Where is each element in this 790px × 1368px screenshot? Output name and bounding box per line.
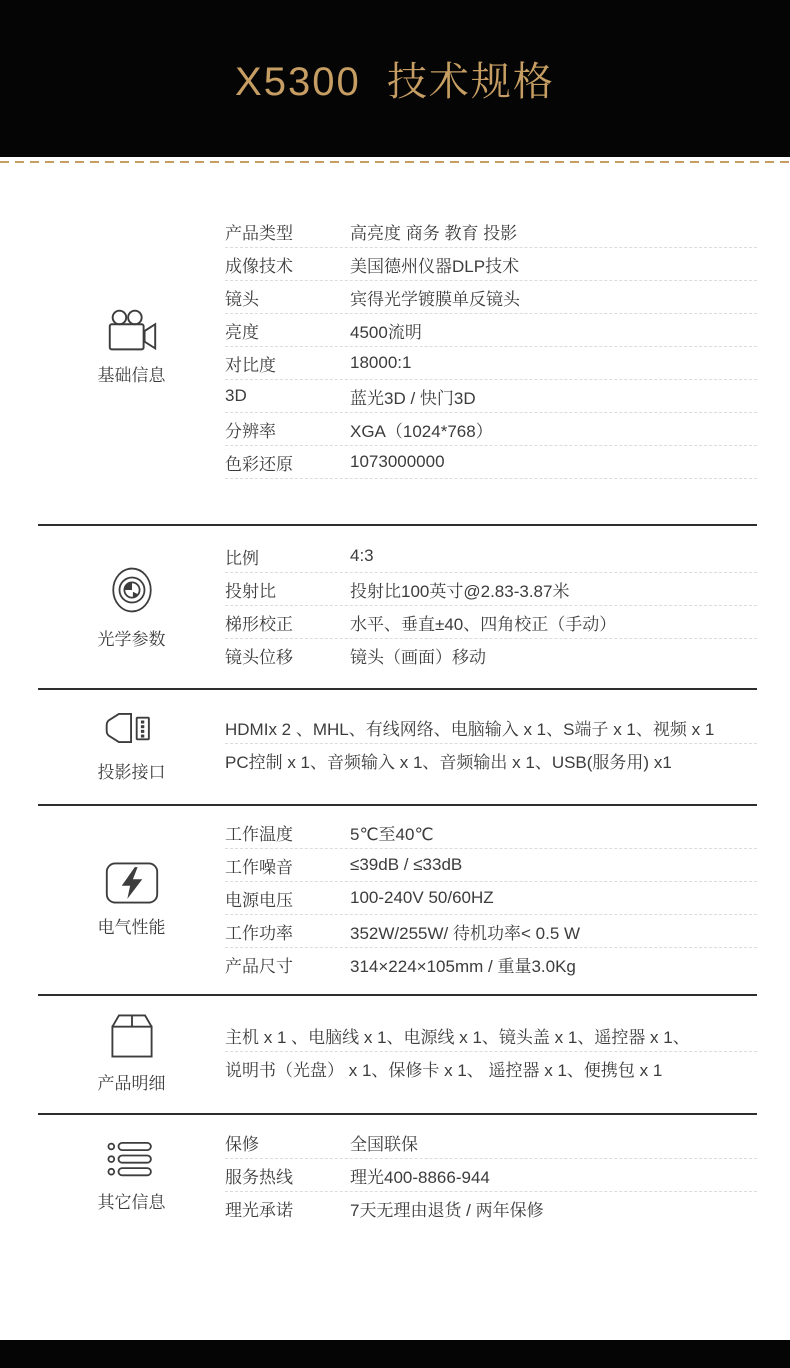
spec-key: 分辨率 xyxy=(225,421,276,441)
spec-key: 镜头位移 xyxy=(225,648,293,667)
spec-row xyxy=(225,347,757,380)
section-basic-info xyxy=(38,163,757,524)
spec-key: 产品尺寸 xyxy=(225,957,293,976)
spec-key: 亮度 xyxy=(225,322,259,342)
spec-value: 7天无理由退货 / 两年保修 xyxy=(350,1201,544,1220)
spec-table xyxy=(225,540,757,672)
spec-value: 4:3 xyxy=(350,546,374,565)
spec-key: 保修 xyxy=(225,1134,259,1154)
spec-row xyxy=(225,413,757,446)
spec-key: 工作温度 xyxy=(225,824,293,844)
spec-row xyxy=(225,915,757,948)
spec-row xyxy=(225,639,757,672)
spec-value: 全国联保 xyxy=(350,1134,418,1154)
spec-row xyxy=(225,606,757,639)
section-icon-column xyxy=(38,860,225,938)
spec-table xyxy=(225,215,757,479)
section-label: 投影接口 xyxy=(97,763,166,782)
spec-value: ≤39dB / ≤33dB xyxy=(350,855,463,874)
spec-key: 梯形校正 xyxy=(225,614,293,634)
spec-value: 4500流明 xyxy=(350,322,422,342)
lightning-icon xyxy=(104,860,160,906)
spec-key: 产品类型 xyxy=(225,223,293,243)
spec-row xyxy=(225,1019,757,1052)
list-icon xyxy=(105,1139,159,1181)
spec-row xyxy=(225,1126,757,1159)
spec-value: PC控制 x 1、音频输入 x 1、音频输出 x 1、USB(服务用) x1 xyxy=(225,753,672,772)
spec-row xyxy=(225,1192,757,1225)
lens-icon xyxy=(107,562,157,618)
spec-value: 5℃至40℃ xyxy=(350,824,434,844)
spec-key: 3D xyxy=(225,386,247,405)
spec-key: 服务热线 xyxy=(225,1167,293,1187)
spec-row xyxy=(225,882,757,915)
section-icon-column xyxy=(38,1139,225,1213)
package-box-icon xyxy=(104,1010,160,1062)
section-label: 产品明细 xyxy=(97,1074,166,1093)
spec-row xyxy=(225,573,757,606)
page-title: X5300 技术规格 xyxy=(235,60,555,104)
spec-table xyxy=(225,711,757,777)
spec-row xyxy=(225,1052,757,1085)
spec-value: 理光400-8866-944 xyxy=(350,1167,490,1187)
spec-key: 电源电压 xyxy=(225,890,293,910)
spec-value: 18000:1 xyxy=(350,353,412,372)
section-label: 基础信息 xyxy=(97,366,166,385)
spec-row xyxy=(225,744,757,777)
projector-camera-icon xyxy=(103,308,161,354)
spec-key: 成像技术 xyxy=(225,256,293,276)
section-other-info xyxy=(38,1113,757,1226)
spec-row xyxy=(225,540,757,573)
spec-row xyxy=(225,281,757,314)
spec-key: 比例 xyxy=(225,548,259,568)
spec-value: 高亮度 商务 教育 投影 xyxy=(350,223,518,243)
section-icon-column xyxy=(38,1010,225,1094)
spec-value: 宾得光学镀膜单反镜头 xyxy=(350,289,520,309)
section-icon-column xyxy=(38,562,225,650)
section-electrical xyxy=(38,804,757,994)
spec-key: 理光承诺 xyxy=(225,1201,293,1220)
spec-key: 投射比 xyxy=(225,581,276,601)
spec-value: 314×224×105mm / 重量3.0Kg xyxy=(350,957,576,976)
spec-key: 工作噪音 xyxy=(225,857,293,877)
spec-value: 水平、垂直±40、四角校正（手动） xyxy=(350,614,617,634)
spec-row xyxy=(225,816,757,849)
spec-key: 镜头 xyxy=(225,289,259,309)
spec-row xyxy=(225,849,757,882)
spec-value: 镜头（画面）移动 xyxy=(350,648,486,667)
spec-value: HDMIx 2 、MHL、有线网络、电脑输入 x 1、S端子 x 1、视频 x 1 xyxy=(225,719,715,739)
section-optical xyxy=(38,524,757,688)
spec-table xyxy=(225,816,757,981)
spec-key: 工作功率 xyxy=(225,923,293,943)
spec-key: 对比度 xyxy=(225,355,276,375)
spec-row xyxy=(225,948,757,981)
spec-row xyxy=(225,711,757,744)
page-header xyxy=(0,0,790,157)
section-icon-column xyxy=(38,705,225,783)
spec-row xyxy=(225,1159,757,1192)
spec-value: 主机 x 1 、电脑线 x 1、电源线 x 1、镜头盖 x 1、遥控器 x 1、 xyxy=(225,1027,690,1047)
spec-value: 352W/255W/ 待机功率< 0.5 W xyxy=(350,923,581,943)
spec-value: 说明书（光盘） x 1、保修卡 x 1、 遥控器 x 1、便携包 x 1 xyxy=(225,1061,663,1080)
spec-value: 100-240V 50/60HZ xyxy=(350,888,494,907)
section-icon-column xyxy=(38,308,225,386)
spec-row xyxy=(225,248,757,281)
spec-table xyxy=(225,1126,757,1225)
section-label: 电气性能 xyxy=(97,917,166,937)
spec-value: 美国德州仪器DLP技术 xyxy=(350,256,520,276)
section-package xyxy=(38,994,757,1113)
spec-value: 1073000000 xyxy=(350,452,445,471)
section-ports xyxy=(38,688,757,804)
section-label: 光学参数 xyxy=(97,630,166,649)
spec-key: 色彩还原 xyxy=(225,454,293,474)
spec-value: XGA（1024*768） xyxy=(350,421,493,441)
spec-row xyxy=(225,446,757,479)
spec-row xyxy=(225,215,757,248)
section-label: 其它信息 xyxy=(97,1192,166,1212)
spec-value: 投射比100英寸@2.83-3.87米 xyxy=(350,581,570,601)
spec-row xyxy=(225,380,757,413)
spec-row xyxy=(225,314,757,347)
footer-bar xyxy=(0,1340,790,1368)
connector-icon xyxy=(102,705,162,751)
spec-value: 蓝光3D / 快门3D xyxy=(350,388,476,408)
spec-table xyxy=(225,1019,757,1085)
spec-sections xyxy=(0,163,790,1226)
